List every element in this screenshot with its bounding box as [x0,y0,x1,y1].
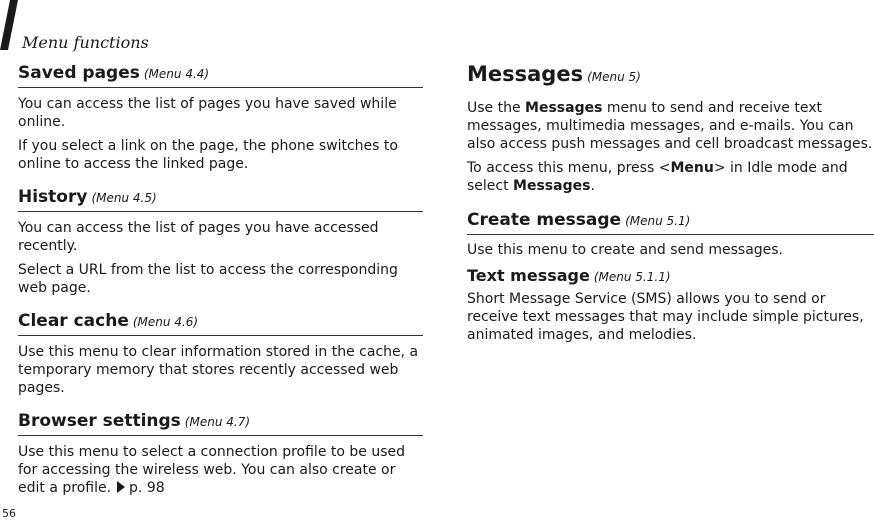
menu-ref: (Menu 5.1) [625,214,691,228]
paragraph: Use this menu to create and send messages. [467,242,784,258]
menu-ref: (Menu 4.4) [143,67,210,81]
section-title: History (Menu 4.5) [18,186,423,212]
section-title: Browser settings (Menu 4.7) [18,410,423,436]
menu-ref: (Menu 4.6) [132,315,199,329]
section-text-message [467,265,874,344]
section-history [18,186,423,297]
section-title: Create message (Menu 5.1) [467,209,874,235]
subsection-title: Text message (Menu 5.1.1) [467,266,671,285]
paragraph: To access this menu, press <Menu> in Idle mode and select Messages. [467,160,848,194]
section-clear-cache [18,310,423,397]
left-column [18,62,423,510]
header-title: Menu functions [22,33,149,52]
section-saved-pages [18,62,423,173]
paragraph: You can access the list of pages you have accessed recently. [18,220,379,254]
page-reference-link[interactable]: p. 98 [129,480,165,496]
section-title: Saved pages (Menu 4.4) [18,62,423,88]
paragraph: Use the Messages menu to send and receive text messages, multimedia messages, and e-mails. You can also access push messages and cell broadcast messages. [467,100,873,152]
paragraph: You can access the list of pages you have saved while online. [18,96,397,130]
paragraph: Short Message Service (SMS) allows you to send or receive text messages that may include simple pictures, animated images, and melodies. [467,291,864,343]
paragraph: If you select a link on the page, the phone switches to online to access the linked page. [18,138,398,172]
paragraph: Use this menu to select a connection profile to be used for accessing the wireless web. You can also create or edit a profile. p. 98 [18,444,406,496]
paragraph: Use this menu to clear information stored in the cache, a temporary memory that stores recently accessed web pages. [18,344,419,396]
menu-ref: (Menu 4.7) [184,415,251,429]
menu-ref: (Menu 4.5) [91,191,157,205]
section-title: Clear cache (Menu 4.6) [18,310,423,336]
chapter-title: Messages (Menu 5) [467,62,641,86]
menu-ref: (Menu 5.1.1) [593,270,671,284]
section-create-message [467,209,874,259]
page-number: 56 [2,507,16,520]
menu-ref: (Menu 5) [587,70,641,84]
section-browser-settings [18,410,423,497]
paragraph: Select a URL from the list to access the corresponding web page. [18,262,398,296]
right-column [467,60,874,350]
page-reference-arrow-icon [117,481,125,493]
header-accent-bar [0,0,18,50]
